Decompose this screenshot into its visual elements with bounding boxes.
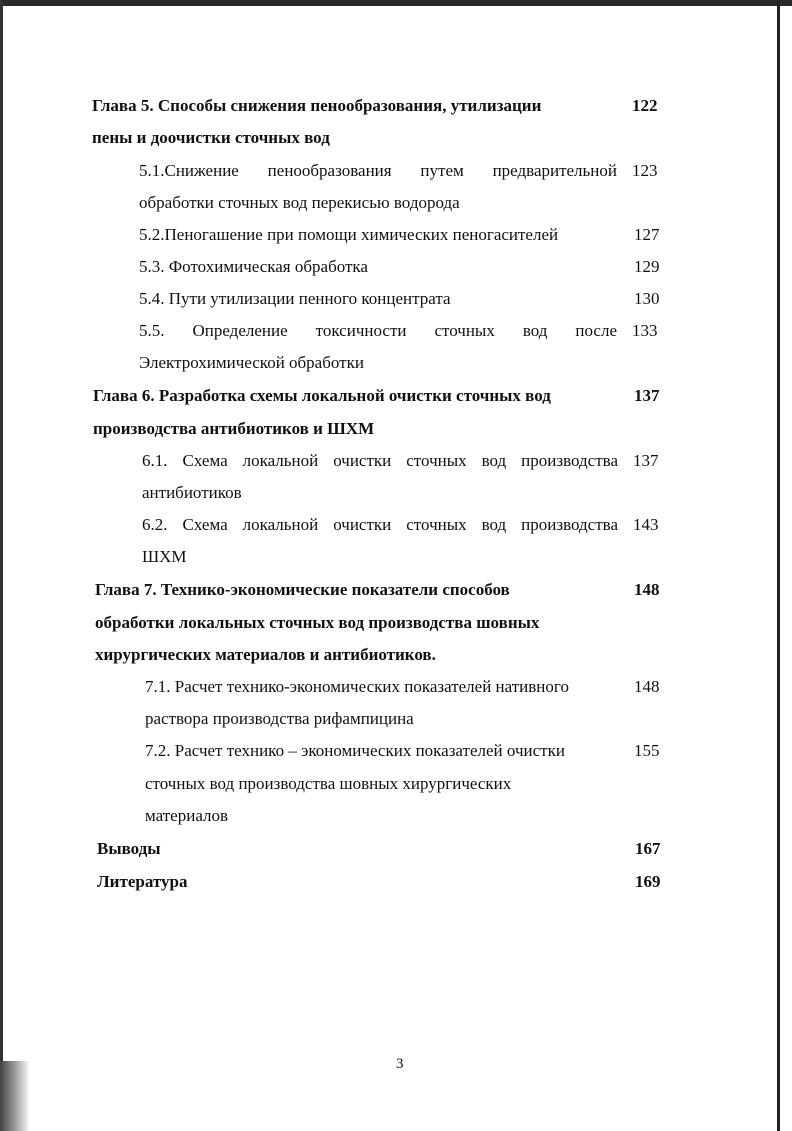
conclusions-title: Выводы bbox=[97, 839, 161, 858]
section-6-1-line-2: антибиотиков bbox=[142, 483, 242, 502]
section-5-2-page: 127 bbox=[634, 225, 660, 244]
chapter-6-title-line-2: производства антибиотиков и ШХМ bbox=[93, 419, 375, 438]
section-6-2-page: 143 bbox=[633, 515, 659, 534]
section-7-1-line-2: раствора производства рифампицина bbox=[145, 709, 414, 728]
section-5-2: 5.2.Пеногашение при помощи химических пеногасителей bbox=[139, 225, 559, 244]
chapter-7-title-line-1: Глава 7. Технико-экономические показатели способов bbox=[95, 580, 510, 599]
chapter-7-title-line-2: обработки локальных сточных вод производства шовных bbox=[95, 613, 540, 632]
section-5-3: 5.3. Фотохимическая обработка bbox=[139, 257, 368, 276]
section-7-1-page: 148 bbox=[634, 677, 660, 696]
section-5-1-line-2: обработки сточных вод перекисью водорода bbox=[139, 193, 460, 212]
section-6-1-page: 137 bbox=[633, 451, 659, 470]
section-6-1-line-1: 6.1. Схема локальной очистки сточных вод производства bbox=[142, 451, 618, 470]
chapter-7-page: 148 bbox=[634, 580, 660, 599]
section-5-5-line-1: 5.5. Определение токсичности сточных вод после bbox=[139, 321, 617, 340]
section-5-5-page: 133 bbox=[632, 321, 658, 340]
chapter-6-title-line-1: Глава 6. Разработка схемы локальной очистки сточных вод bbox=[93, 386, 551, 405]
section-5-5-line-2: Электрохимической обработки bbox=[139, 353, 364, 372]
section-7-2-page: 155 bbox=[634, 741, 660, 760]
section-5-1-page: 123 bbox=[632, 161, 658, 180]
chapter-5-title-line-1: Глава 5. Способы снижения пенообразования, утилизации bbox=[92, 96, 542, 115]
section-7-1-line-1: 7.1. Расчет технико-экономических показателей нативного bbox=[145, 677, 569, 696]
chapter-6-page: 137 bbox=[634, 386, 660, 405]
page-number: 3 bbox=[396, 1056, 404, 1072]
literature-title: Литература bbox=[97, 872, 188, 891]
section-5-4-page: 130 bbox=[634, 289, 660, 308]
literature-page: 169 bbox=[635, 872, 661, 891]
chapter-5-page: 122 bbox=[632, 96, 658, 115]
section-7-2-line-3: материалов bbox=[145, 806, 229, 825]
section-6-2-line-1: 6.2. Схема локальной очистки сточных вод производства bbox=[142, 515, 618, 534]
section-6-2-line-2: ШХМ bbox=[142, 547, 187, 566]
section-5-1-line-1: 5.1.Снижение пенообразования путем предварительной bbox=[139, 161, 617, 180]
section-5-4: 5.4. Пути утилизации пенного концентрата bbox=[139, 289, 451, 308]
section-5-3-page: 129 bbox=[634, 257, 660, 276]
chapter-7-title-line-3: хирургических материалов и антибиотиков. bbox=[95, 645, 436, 664]
conclusions-page: 167 bbox=[635, 839, 661, 858]
chapter-5-title-line-2: пены и доочистки сточных вод bbox=[92, 128, 330, 147]
section-7-2-line-1: 7.2. Расчет технико – экономических показателей очистки bbox=[145, 741, 565, 760]
section-7-2-line-2: сточных вод производства шовных хирургических bbox=[145, 774, 512, 793]
